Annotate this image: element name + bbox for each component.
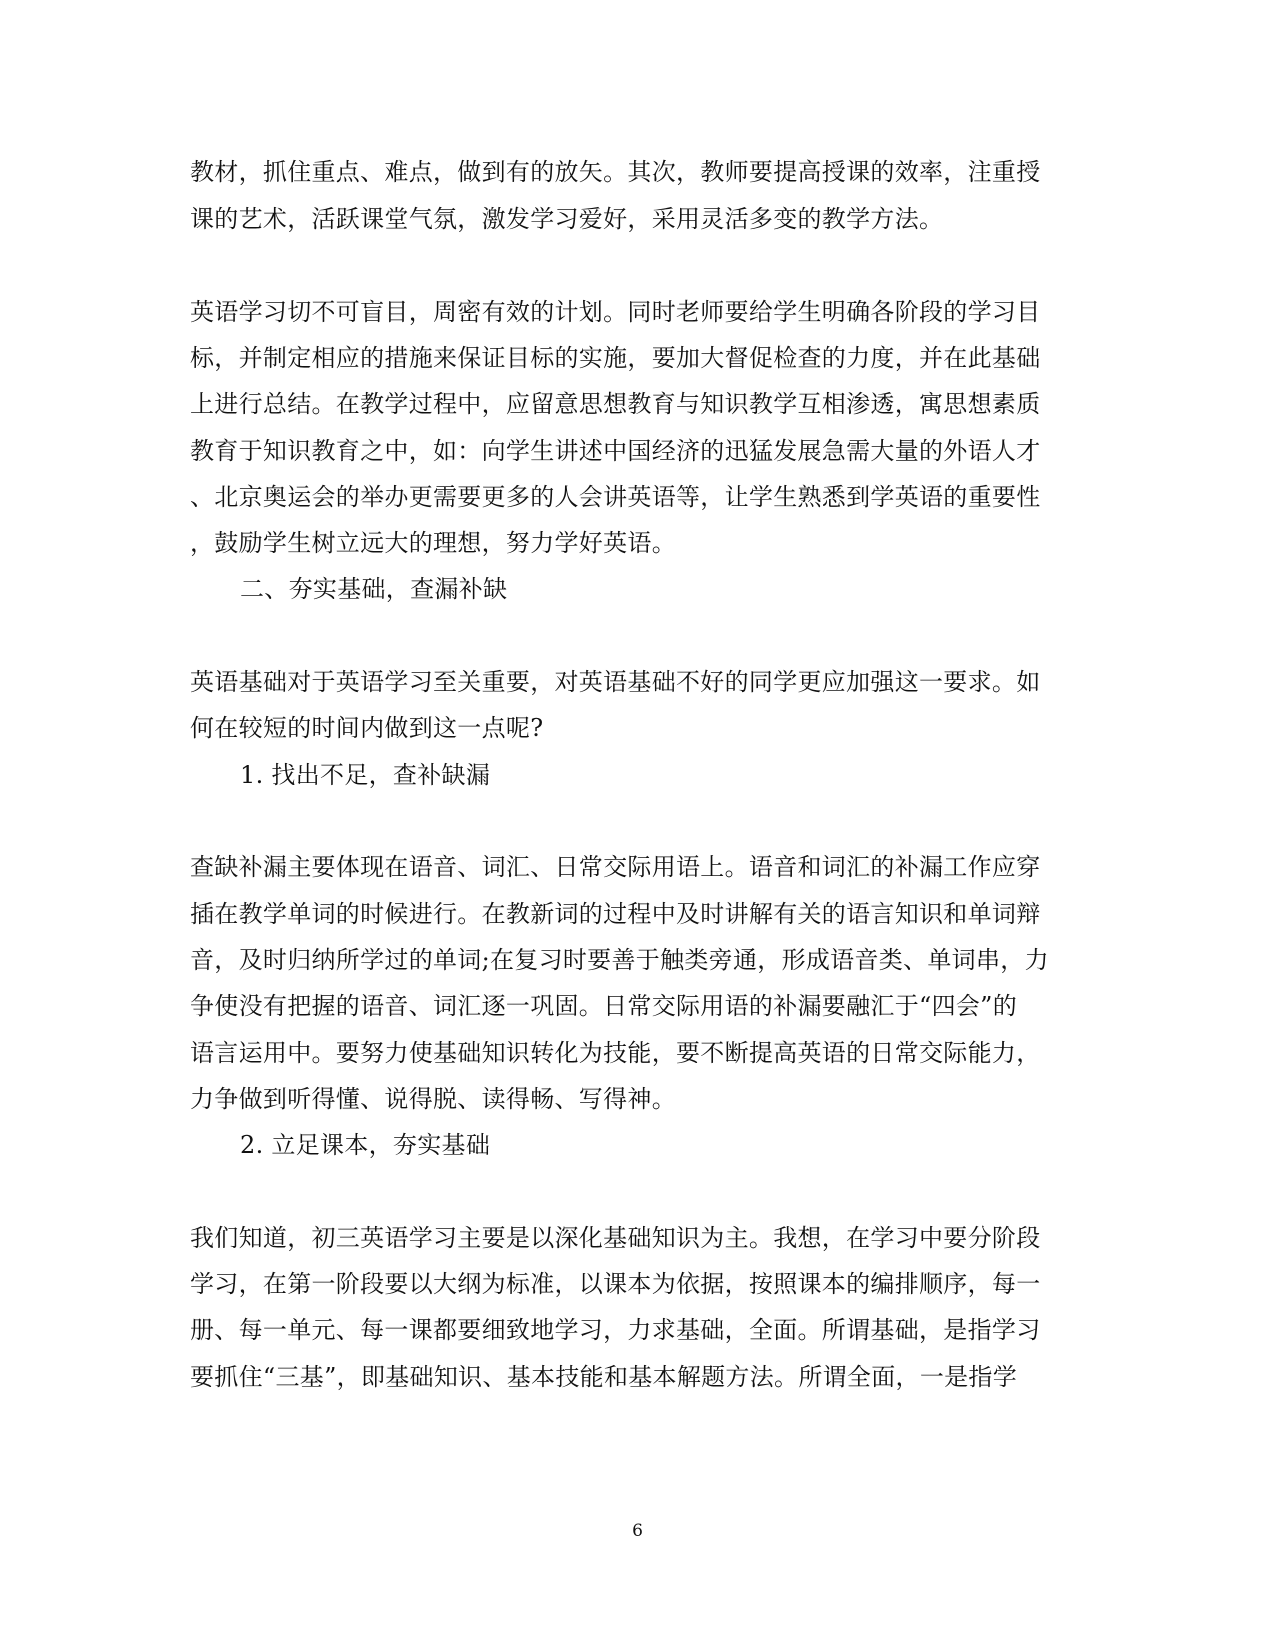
body-text-line: 何在较短的时间内做到这一点呢? — [190, 714, 544, 742]
body-text-line: 要抓住“三基”，即基础知识、基本技能和基本解题方法。所谓全面，一是指学 — [190, 1363, 1018, 1391]
body-text-line: 、北京奥运会的举办更需要更多的人会讲英语等，让学生熟悉到学英语的重要性 — [190, 483, 1041, 511]
subsection-heading: 2. 立足课本，夯实基础 — [240, 1131, 491, 1159]
body-text-line: 标，并制定相应的措施来保证目标的实施，要加大督促检查的力度，并在此基础 — [190, 344, 1041, 372]
subsection-heading: 1. 找出不足，查补缺漏 — [240, 761, 491, 789]
section-heading: 二、夯实基础，查漏补缺 — [240, 575, 508, 603]
page-number: 6 — [632, 1521, 643, 1541]
body-text-line: 音，及时归纳所学过的单词;在复习时要善于触类旁通，形成语音类、单词串，力 — [190, 946, 1049, 974]
body-text-line: 英语基础对于英语学习至关重要，对英语基础不好的同学更应加强这一要求。如 — [190, 668, 1041, 696]
body-text-line: 我们知道，初三英语学习主要是以深化基础知识为主。我想，在学习中要分阶段 — [190, 1224, 1041, 1252]
body-text-line: 语言运用中。要努力使基础知识转化为技能，要不断提高英语的日常交际能力， — [190, 1039, 1041, 1067]
body-text-line: ，鼓励学生树立远大的理想，努力学好英语。 — [190, 529, 676, 557]
body-text-line: 查缺补漏主要体现在语音、词汇、日常交际用语上。语音和词汇的补漏工作应穿 — [190, 853, 1041, 881]
body-text-line: 教材，抓住重点、难点，做到有的放矢。其次，教师要提高授课的效率，注重授 — [190, 158, 1041, 186]
body-text-line: 教育于知识教育之中，如：向学生讲述中国经济的迅猛发展急需大量的外语人才 — [190, 437, 1041, 465]
body-text-line: 插在教学单词的时候进行。在教新词的过程中及时讲解有关的语言知识和单词辩 — [190, 900, 1041, 928]
body-text-line: 上进行总结。在教学过程中，应留意思想教育与知识教学互相渗透，寓思想素质 — [190, 390, 1041, 418]
body-text-line: 学习，在第一阶段要以大纲为标准，以课本为依据，按照课本的编排顺序，每一 — [190, 1270, 1041, 1298]
body-text-line: 英语学习切不可盲目，周密有效的计划。同时老师要给学生明确各阶段的学习目 — [190, 298, 1041, 326]
body-text-line: 课的艺术，活跃课堂气氛，激发学习爱好，采用灵活多变的教学方法。 — [190, 205, 944, 233]
body-text-line: 册、每一单元、每一课都要细致地学习，力求基础，全面。所谓基础，是指学习 — [190, 1316, 1041, 1344]
body-text-line: 力争做到听得懂、说得脱、读得畅、写得神。 — [190, 1085, 676, 1113]
body-text-line: 争使没有把握的语音、词汇逐一巩固。日常交际用语的补漏要融汇于“四会”的 — [190, 992, 1018, 1020]
